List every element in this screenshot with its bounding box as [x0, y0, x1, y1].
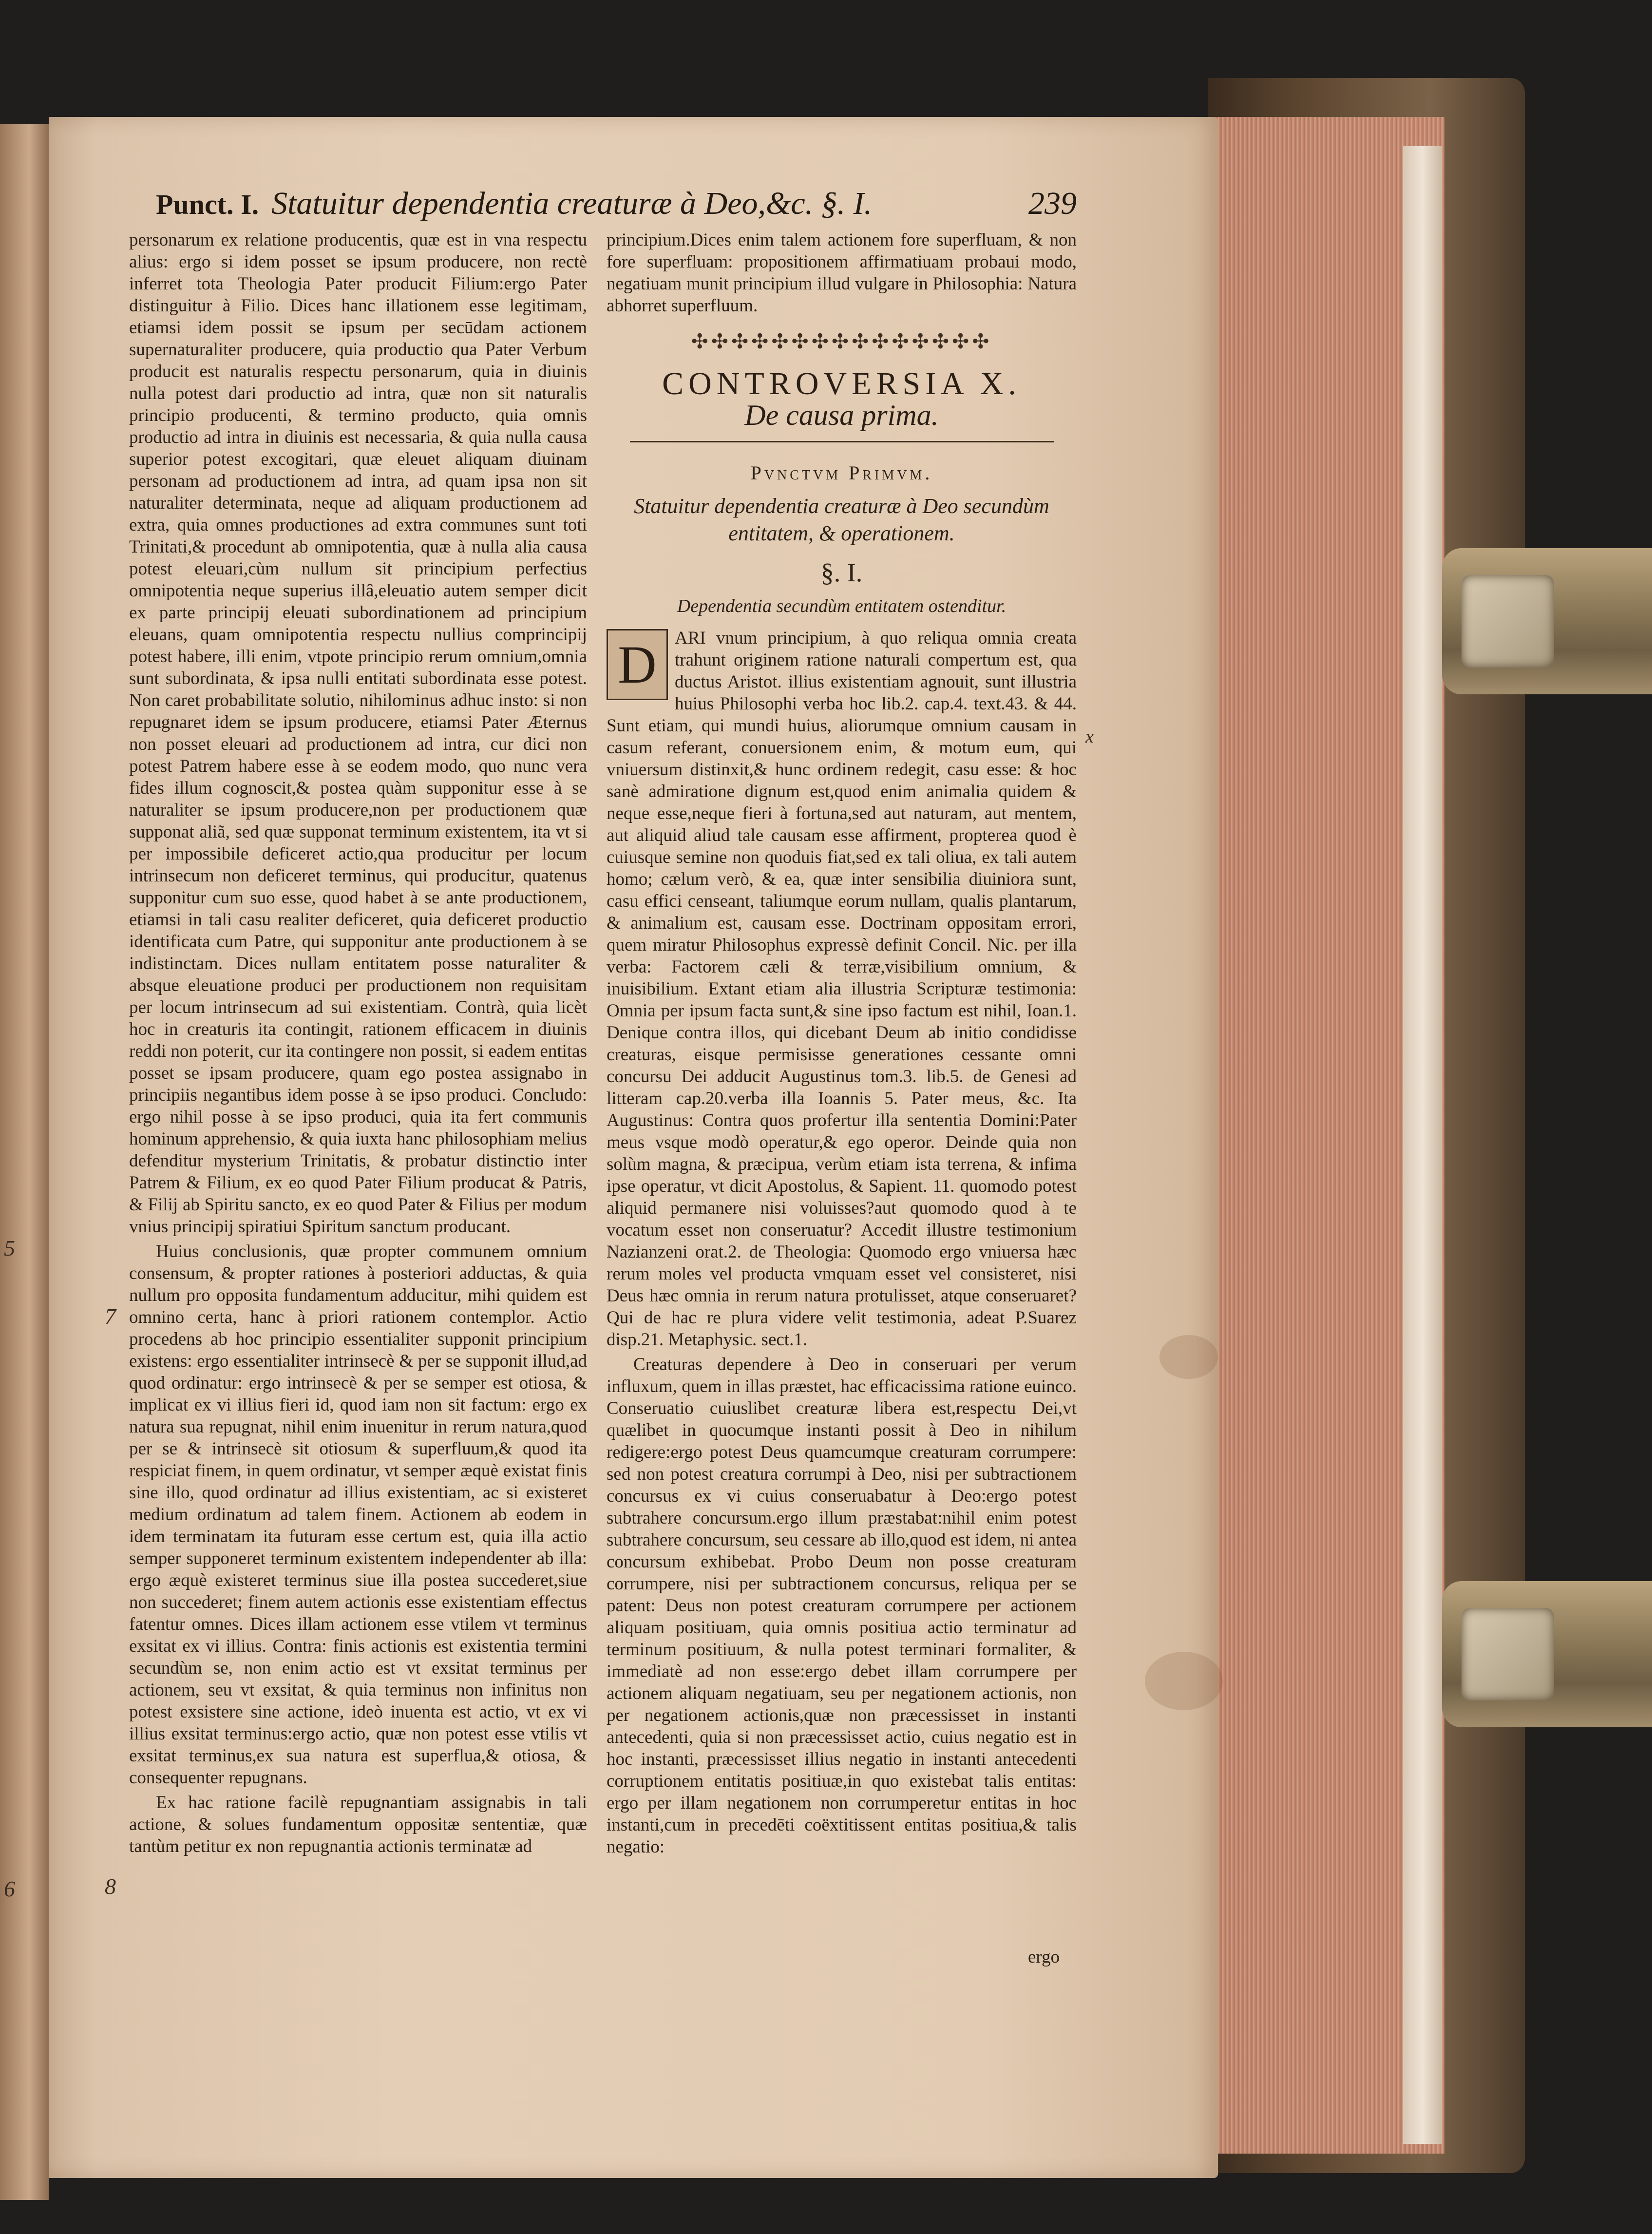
stain	[1159, 1335, 1218, 1379]
drop-cap: D	[607, 629, 668, 700]
de-causa-heading: De causa prima.	[744, 399, 939, 431]
running-head-punct: Punct. I.	[156, 189, 259, 220]
lower-clasp	[1442, 1581, 1652, 1727]
margin-number: 7	[105, 1304, 116, 1329]
dependentia-heading: Dependentia secundùm entitatem ostenditur.	[677, 596, 1006, 616]
statuitur-heading: Statuitur dependentia creaturæ à Deo secundùm entitatem, & operationem.	[634, 494, 1049, 545]
left-paragraph: Ex hac ratione facilè repugnantiam assignabis in tali actione, & solues fundamentum oppositæ sententiæ, quæ tantùm petitur ex non repugnantia actionis terminatæ ad	[129, 1793, 587, 1856]
page-number: 239	[1028, 186, 1077, 221]
margin-mark: x	[1085, 726, 1094, 747]
heading-rule	[630, 441, 1054, 442]
running-head-title: Statuitur dependentia creaturæ à Deo,&c. §. I.	[271, 186, 873, 221]
right-top-paragraph: principium.Dices enim talem actionem fore superfluam, & non fore superfluam: propositionem affirmatiuam probaui modo, negatiuam munit principium illud vulgare in Philosophia: Natura abhorret superfluum.	[607, 230, 1077, 316]
margin-number: 5	[4, 1236, 15, 1260]
controversia-heading: CONTROVERSIA X.	[662, 366, 1021, 401]
upper-clasp	[1442, 548, 1652, 694]
left-column	[129, 229, 587, 1860]
clasp-plate	[1462, 1608, 1554, 1700]
catchword: ergo	[1028, 1947, 1060, 1967]
right-paragraph-1-text: ARI vnum principium, à quo reliqua omnia creata trahunt originem ratione naturali compertum est, qua ductus Aristot. illius existentiam agnouit, sunt illustria huius Philosophi verba hoc lib.2. cap.4. text.43. & 44. Sunt etiam, qui mundi huius, aliorumque omnium causam in casum referant, conuersionem enim, & motum eum, qui vniuersum distinxit,& hunc ordinem redegit, casu esse: & hoc sanè admiratione dignum est,quod enim animalia quidem & neque esse,neque fieri à fortuna,sed aut naturam, aut mentem, aut aliquid aliud tale causam esse affirment, propterea quod è cuiusque semine non quoduis fiat,sed ex tali oliua, ex tali autem homo; cælum verò, & ea, quæ inter sensibilia diuiniora sunt, casu effici censeant, taliumque eorum nullam, qualis plantarum, & animalium est, causam esse. Doctrinam oppositam errori, quem miratur Philosophus expressè definit Concil. Nic. per illa verba: Factorem cæli & terræ,visibilium omnium, & inuisibilium. Extant etiam alia illustria Scripturæ testimonia: Omnia per ipsum facta sunt,& sine ipso factum est nihil, Ioan.1. Denique contra illos, qui dicebant Deum ab initio condidisse creaturas, eisque permisisse generationes cessante omni concursu Dei adducit Augustinus tom.3. lib.5. de Genesi ad litteram cap.20.verba illa Ioannis 5. Pater meus, &c. Ita Augustinus: Contra quos profertur illa sententia Domini:Pater meus vsque modò operatur,& ego operor. Deinde quia non solùm magna, & præcipua, verùm etiam ista terrena, & infima ipse operatur, vt dicit Apostolus, & Sapient. 11. quomodo potest aliquid permanere nisi voluisses?aut quomodo quod à te vocatum esset non conseruatur? Accedit illustre testimonium Nazianzeni orat.2. de Theologia: Quomodo ergo vniuersa hæc rerum moles vel producta vmquam esset vel consisteret, nisi Deus hæc omnia in rerum natura protulisset, atque conseruaret? Qui de hac re plura videre velit testimonia, adeat P.Suarez disp.21. Metaphysic. sect.1.	[607, 628, 1077, 1350]
right-paragraph-1	[607, 627, 1077, 1351]
right-column	[607, 229, 1077, 1861]
right-paragraph-2: Creaturas dependere à Deo in conseruari per verum influxum, quem in illas præstet, hac efficacissima ratione euinco. Conseruatio cuiuslibet creaturæ libera est,respectu Dei,vt quælibet in quocumque instanti possit à Deo in nihilum redigere:ergo potest Deus quamcumque creaturam corrumpere: sed non potest creatura corrumpi à Deo, nisi per subtractionem concursus ex vi cuius conseruabatur à Deo:ergo potest subtrahere concursum.ergo illum præstabat:nihil enim potest subtrahere concursum, seu cessare ab illo,quod est idem, ni antea concursum exhibebat. Probo Deum non posse creaturam corrumpere, nisi per subtractionem concursus, reliqua per se patent: Deus non potest creaturam corrumpere per actionem aliquam positiuam, quia omnis positiua actio terminatur ad terminum positiuum, & nulla potest terminari formaliter, & immediatè ad non esse:ergo debet illam corrumpere per actionem aliquam negatiuam, seu per negationem actionis, non per negationem actionis,quæ non præcessisset in instanti antecedenti, quia si non præcessisset actio, cuius negatio est in hoc instanti, præcessisset illius negatio in instanti antecedenti corruptionem entitatis positiuæ,in quo existebat talis entitas: ergo per illam negationem non corrumperetur entitas in hoc instanti,cum in precedēti coëxtitissent entitas positiua,& talis negatio:	[607, 1355, 1077, 1857]
stain	[1145, 1652, 1223, 1710]
clasp-plate	[1462, 575, 1554, 668]
left-paragraph: Huius conclusionis, quæ propter communem omnium consensum, & propter rationes à posteriori adductas, & quia nullum pro opposita fundamentum adducitur, mihi quidem est omnino certa, hanc à priori rationem contemplor. Actio procedens ab hoc principio essentialiter supponit principium existens: ergo essentialiter intrinsecè & per se supponit illud,ad quod ordinatur: ergo intrinsecè & per se semper est otiosa, & implicat ex vi illius fieri id, quod iam non sit factum: ergo ex natura sua repugnat, nihil enim inuenitur in rerum natura,quod per se & intrinsecè sit otiosum & superfluum,& quod ita respiciat finem, in quem ordinatur, vt semper æquè existat finis sine illo, quod ordinatur ad illius existentiam, ac si existeret medium ordinatum ad talem finem. Actionem ab eodem in idem terminatam ita futuram esse certum est, quia illa actio semper supponeret terminum existentem independenter ab illa: ergo æquè existeret terminus siue illa postea succederet,siue non succederet; finem autem actionis esse existentiam effectus fatentur omnes. Dices illam actionem esse vtilem vt terminus exsitat ex vi illius. Contra: finis actionis est existentia termini secundùm se, non enim actio est vt exsitat terminus per actionem, seu vt exsitat, & quia terminus non infinitus non potest exsistere sine actione, ideò inuenta est actio, vt ex vi illius exsitat terminus:ergo actio, quæ non potest esse vtilis vt exsitat terminus,ex sua natura est superflua,& otiosa, & consequenter repugnans.	[129, 1241, 587, 1788]
section-mark: §. I.	[820, 558, 863, 587]
ornament-band: ✣✣✣✣✣✣✣✣✣✣✣✣✣✣✣	[691, 331, 992, 353]
margin-number: 8	[105, 1874, 116, 1899]
margin-number: 6	[4, 1876, 15, 1901]
page-fore-edge-inner	[1403, 146, 1442, 2144]
punctum-heading: Pvnctvm Primvm.	[750, 462, 933, 484]
left-paragraph: personarum ex relatione producentis, quæ est in vna respectu alius: ergo si idem posset se ipsum producere, non rectè inferret tota Theologia Pater producit Filium:ergo Pater distinguitur à Filio. Dices hanc illationem esse legitimam, etiamsi idem possit se ipsum per secūdam actionem supernaturaliter producere, quia productio qua Pater Verbum producit est naturalis respectu personarum, quia in diuinis nulla potest dari productio ad intra, quæ non sit naturalis principio producenti, & termino producto, quia omnis productio ad intra in diuinis est necessaria, & quia nulla causa superior potest excogitari, quæ eleuet aliquam diuinam personam ad productionem ad intra, ad quam ipsa non sit naturaliter determinata, neque ad aliquam productionem ad extra, quia omnes productiones ad extra communes sunt toti Trinitati,& procedunt ab omnipotentia, quæ à nulla alia causa potest eleuari,cùm nullum sit principium perfectius omnipotentia neque superius illâ,eleuatio autem semper dicit ex parte principij eleuati subordinationem ad principium eleuans, quam omnipotentia respectu nullius comprincipij potest habere, illi enim, vtpote principio rerum omnium,omnia sunt subordinata, & ipsa nulli entitati subordinata esse potest. Non caret probabilitate solutio, nihilominus adhuc insto: si non repugnaret idem se ipsum producere, etiamsi Pater Æternus non posset eleuari ad productionem ad intra, cur dici non potest Patrem habere esse à se eodem modo, quo nunc vera fides illum cognoscit,& postea quàm supponitur esse à se naturaliter se ipsum producere,non per productionem quæ supponat aliã, sed quæ supponat terminum existentem, ita vt si per impossibile deficeret actio,qua producitur per locum intrinsecum non deficeret terminus, qui producitur, quatenus supponitur cum suo esse, quod habet à se ante productionem, etiamsi in tali casu realiter deficeret, quia deficeret productio identificata cum Patre, qui supponitur ante productionem à se indistinctam. Dices nullam entitatem posse naturaliter & absque eleuatione produci per productionem non requisitam per locum intrinsecum ad sui existentiam. Contrà, quia licèt hoc in creaturis ita contingit, rationem efficacem in diuinis reddi non poterit, cur ita contingere non possit, si eadem entitas posset se ipsam producere, quam ego postea assignabo in principiis negantibus idem posse à se ipso produci. Concludo: ergo nihil posse à se ipso produci, quia ita fert communis hominum apprehensio, & quia iuxta hanc philosophiam melius defenditur mysterium Trinitatis, & probatur distinctio inter Patrem & Filium, ex eo quod Pater Filium producat & Patris, & Filij ab Spiritu sancto, ex eo quod Pater & Filius per modum vnius principij spiratiui Spiritum sanctum producant.	[129, 230, 587, 1237]
running-head	[156, 185, 1077, 229]
